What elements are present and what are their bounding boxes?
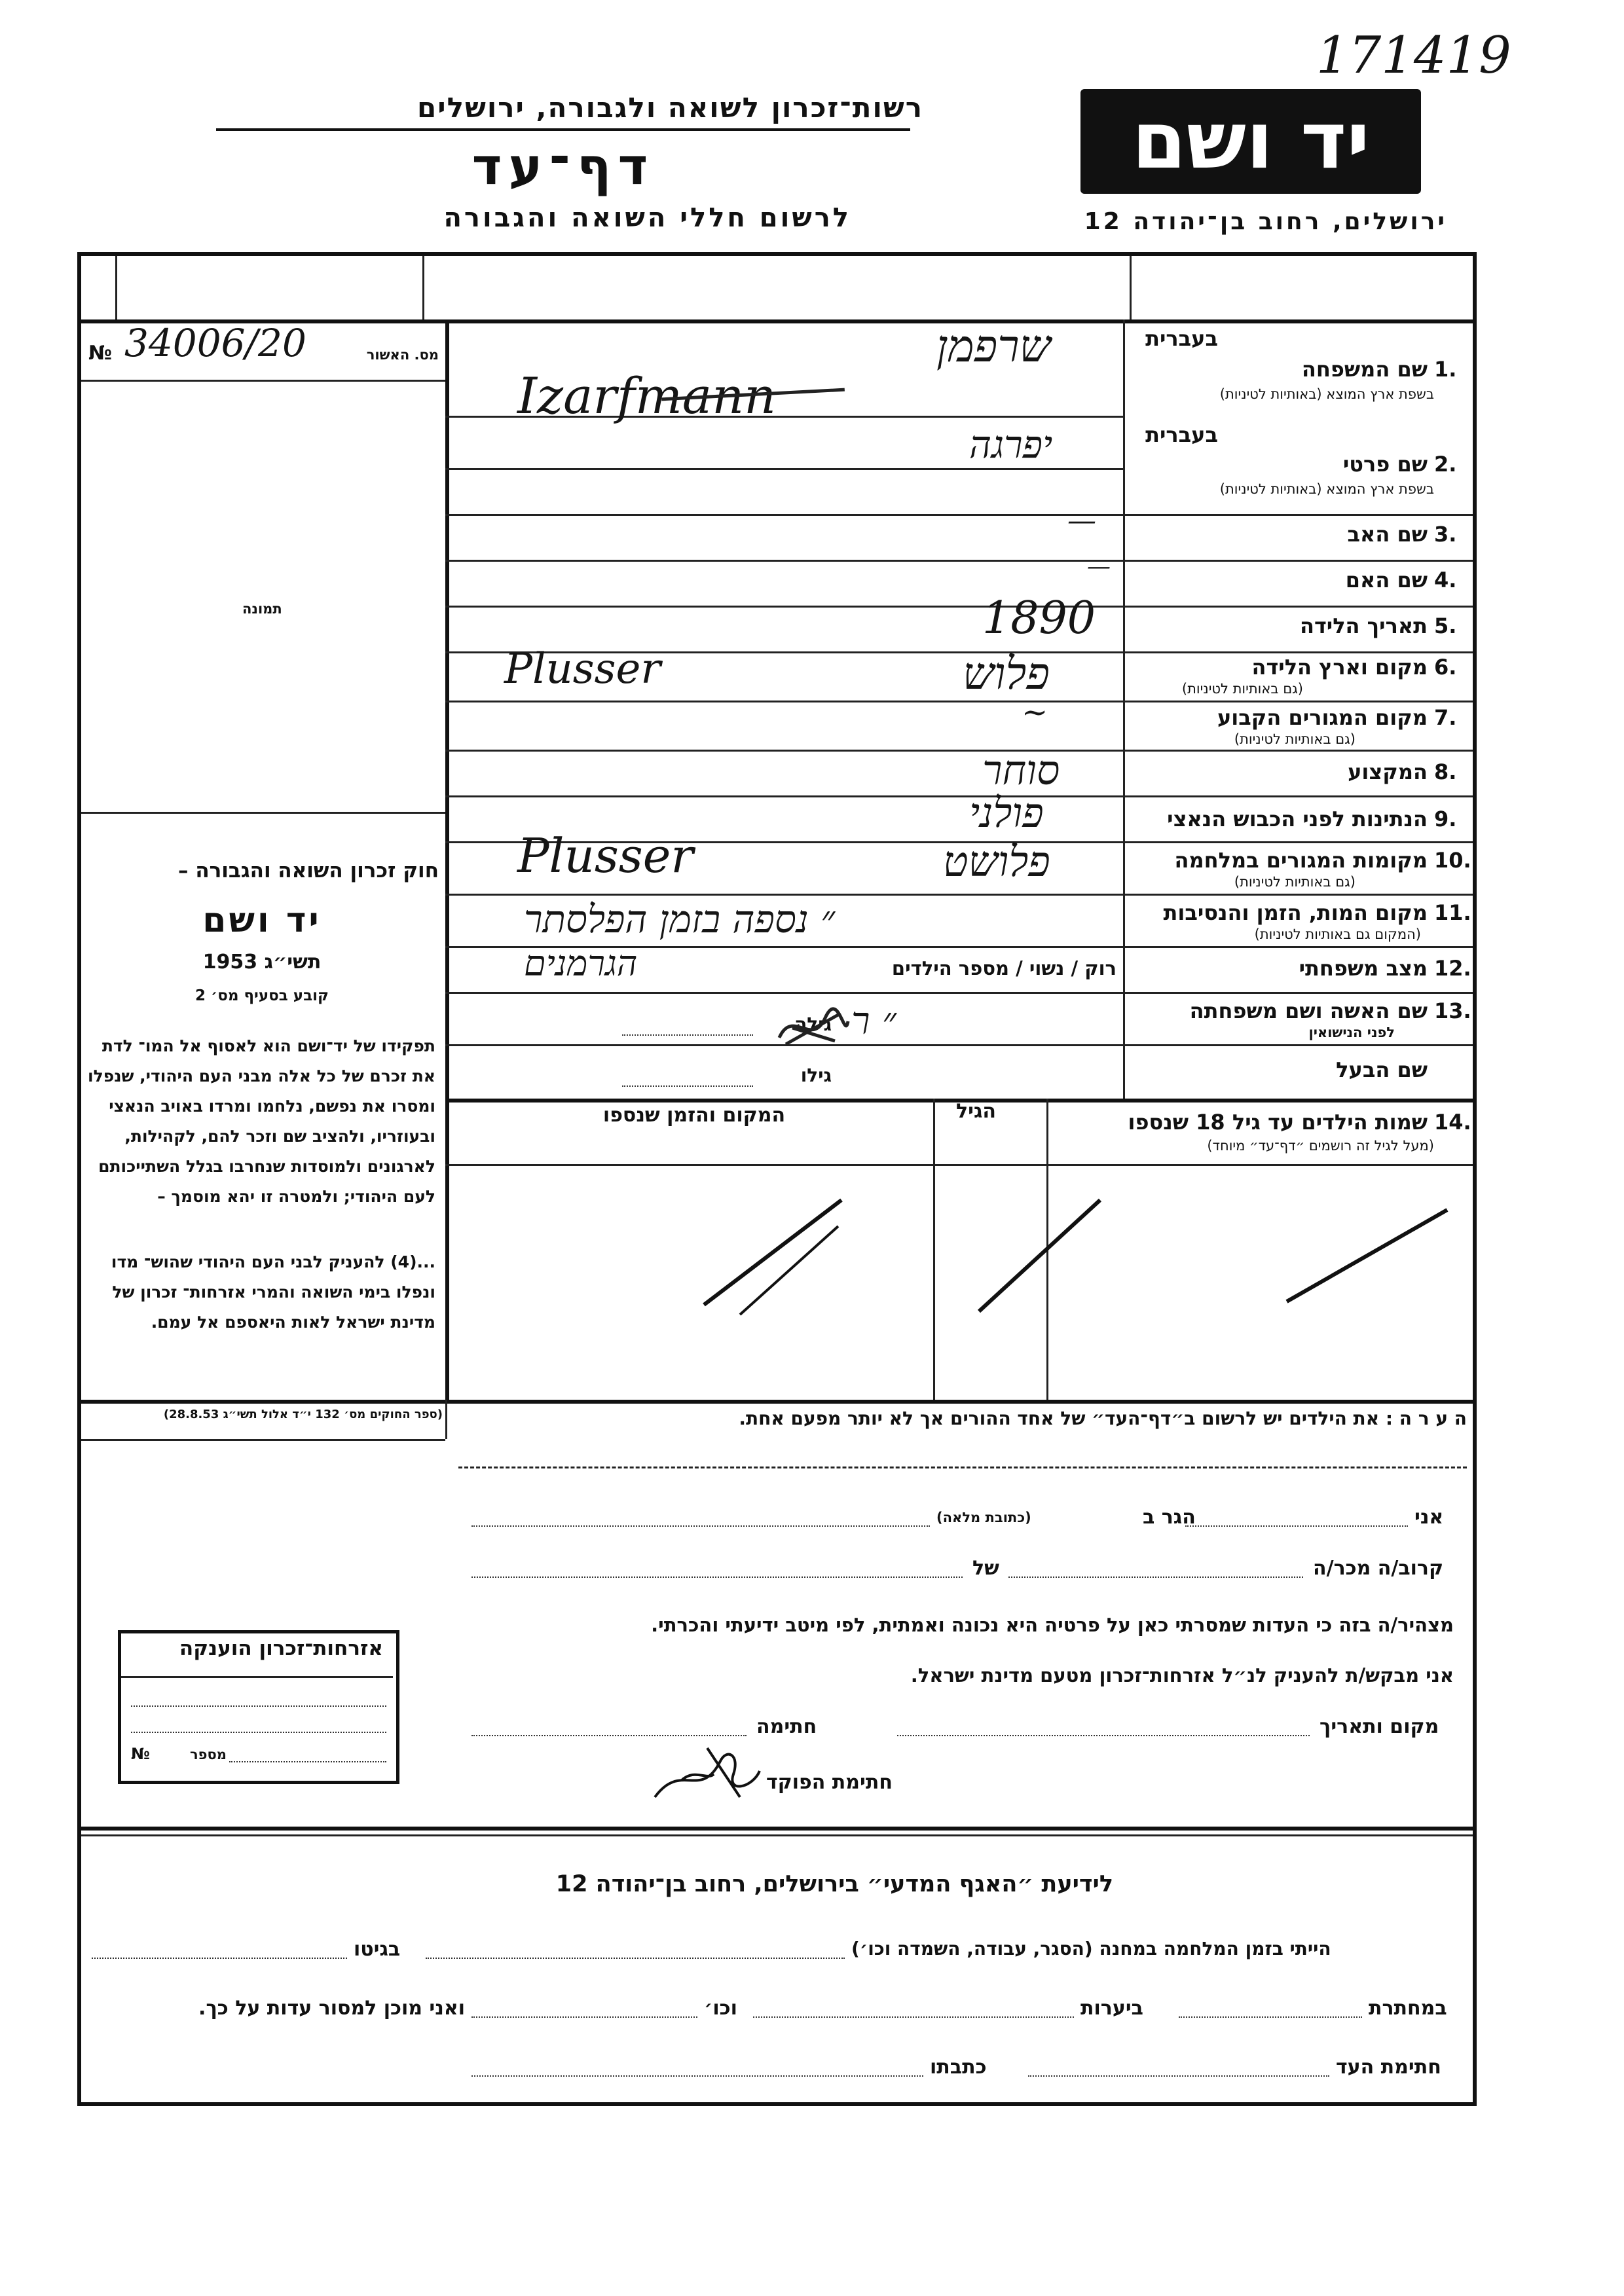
- field-6-num: 6.: [1434, 655, 1457, 680]
- etc-line: [471, 2016, 697, 2018]
- full-address-hint: (כתובת מלאה): [936, 1510, 1031, 1525]
- org-line: רשות־זכרון לשואה ולגבורה, ירושלים: [416, 92, 923, 124]
- field-13-num: 13.: [1434, 998, 1471, 1023]
- bottom-section-rule: [81, 1827, 1473, 1831]
- relative-label: קרוב/ה מכר/ה: [1313, 1557, 1444, 1580]
- field-1-label: שם המשפחה: [1301, 357, 1428, 382]
- relative-line: [1008, 1576, 1303, 1578]
- underground-line: [1179, 2016, 1362, 2018]
- wartime-residence-hebrew-value: פלושט: [943, 838, 1050, 886]
- field-6-note: (גם באותיות לטיניות): [1181, 681, 1303, 697]
- hebrew-label-2: בעברית: [1145, 422, 1218, 447]
- witness-address-label: כתבתו: [930, 2056, 987, 2079]
- row-line: [445, 992, 1473, 994]
- underground-label: במחתרת: [1369, 1997, 1447, 2020]
- birthplace-latin-value: Plusser: [504, 645, 661, 693]
- field-4-num: 4.: [1434, 568, 1457, 592]
- law-text-1: תפקידו של יד־ושם הוא לאסוף אל המו־ לדת את זכרם של כל אלה מבני העם היהודי, שנפלו ומסרו את נפשם, נלחמו ומרדו באויב הנאצי ובעוזריו, ולהציב שם וזכר להם, לקהילות, לארגונים ולמוסדות שנחרבו בגלל השתייכותם לעם היהודי; ולמטרה זו יהא מוסמך –: [88, 1036, 435, 1206]
- i-label: אני: [1414, 1506, 1444, 1529]
- officer-signature-mark: [642, 1735, 766, 1813]
- field-9-num: 9.: [1434, 807, 1457, 831]
- row-line: [445, 795, 1473, 797]
- officer-signature-label: חתימת הפוקד: [766, 1771, 893, 1794]
- top-strip-divider-c: [1130, 256, 1132, 319]
- citizenship-box-title: אזרחות־זכרון הוענקה: [179, 1637, 383, 1660]
- children-place-header: המקום והזמן שנספו: [602, 1104, 786, 1127]
- forests-label: ביערות: [1080, 1997, 1143, 2020]
- signature-label: חתימה: [756, 1715, 817, 1738]
- field-10-note: (גם באותיות לטיניות): [1234, 874, 1356, 890]
- header-rule: [216, 128, 910, 131]
- husband-label: שם הבעל: [1336, 1057, 1428, 1082]
- ghetto-line: [92, 1958, 347, 1959]
- field-7-note: (גם באותיות לטיניות): [1234, 731, 1356, 747]
- stamp-number: 171419: [1316, 26, 1511, 85]
- marital-options: רוק / נשוי / מספר הילדים: [891, 957, 1116, 979]
- row-line: [445, 1044, 1473, 1046]
- note-dashed-rule: [458, 1467, 1467, 1468]
- field-12-label: מצב משפחתי: [1299, 956, 1428, 981]
- row-line: [445, 701, 1473, 702]
- nationality-value: פולני: [969, 789, 1044, 837]
- approval-no-mark: №: [88, 342, 113, 365]
- field-10-num: 10.: [1434, 848, 1471, 873]
- field-11-num: 11.: [1434, 900, 1471, 925]
- children-strikeout: [445, 1164, 1473, 1400]
- birth-date-value: 1890: [982, 592, 1096, 644]
- hebrew-label-1: בעברית: [1145, 326, 1218, 351]
- row-line: [445, 894, 1473, 896]
- row-line: [445, 750, 1473, 752]
- ink-scribble: [773, 1002, 851, 1054]
- row-line: [445, 514, 1473, 516]
- field-9-label: הנתינות לפני הכבוש הנאצי: [1167, 807, 1428, 831]
- approval-number-value: 34006/20: [124, 321, 306, 365]
- note-top-rule: [81, 1400, 1473, 1404]
- field-7-num: 7.: [1434, 705, 1457, 730]
- field-1-num: 1.: [1434, 357, 1457, 382]
- surname-hebrew-value: שרפמן: [936, 321, 1051, 373]
- field-2-num: 2.: [1434, 452, 1457, 477]
- citizenship-number-line: [229, 1761, 386, 1762]
- law-year: תשי״ג 1953: [202, 951, 322, 974]
- wife-age-line: [622, 1034, 753, 1036]
- bottom-heading: לידיעת ״האגף המדעי״ בירושלים, רחוב בן־יהודה 12: [555, 1871, 1113, 1897]
- field-13-label: שם האשה ושם משפחתה: [1189, 998, 1428, 1023]
- husband-age-line: [622, 1085, 753, 1087]
- field-1-note: בשפת ארץ המוצא (באותיות לטיניות): [1219, 386, 1434, 402]
- firstname-hebrew-value: יפרגה: [969, 422, 1053, 467]
- etc-label: וכו׳: [704, 1997, 737, 2020]
- citizenship-line-2: [131, 1732, 386, 1733]
- children-num: 14.: [1434, 1110, 1471, 1135]
- wife-value: ״ ר: [851, 998, 896, 1043]
- form-title: דף־עד: [471, 137, 655, 196]
- residence-value: ~: [1022, 694, 1048, 731]
- field-6-label: מקום וארץ הלידה: [1251, 655, 1428, 680]
- note-divider: [445, 1400, 447, 1439]
- place-date-label: מקום ותאריך: [1320, 1715, 1439, 1738]
- top-strip-divider-a: [115, 256, 117, 319]
- field-8-label: המקצוע: [1348, 759, 1428, 784]
- of-line: [471, 1576, 963, 1578]
- marital-value: הגרמנים: [524, 943, 638, 984]
- bottom-section-rule-thin: [81, 1834, 1473, 1836]
- ghetto-label: בגיטו: [354, 1938, 401, 1961]
- declaration-statement: מצהיר/ה בזה כי העדות שמסרתי כאן על פרטיה היא נכונה ואמתית, לפי מיטב ידיעתי והכרתי.: [651, 1614, 1454, 1636]
- field-7-label: מקום המגורים הקבוע: [1217, 705, 1428, 730]
- yad-vashem-logo: [1080, 89, 1421, 194]
- field-5-label: תאריך הלידה: [1299, 613, 1428, 638]
- field-3-label: שם האב: [1347, 522, 1428, 547]
- field-11-note: (המקום גם באותיות לטיניות): [1254, 926, 1421, 942]
- husband-age-label: גילו: [800, 1065, 832, 1086]
- name-line: [1185, 1525, 1408, 1527]
- field-2-label: שם פרטי: [1342, 452, 1428, 477]
- declaration-request: אני מבקש/ת להעניק לנ״ל אזרחות־זכרון מטעם מדינת ישראל.: [910, 1664, 1454, 1686]
- field-8-num: 8.: [1434, 759, 1457, 784]
- photo-label: תמונה: [242, 601, 282, 617]
- law-text-2: ...(4) להעניק לבני העם היהודי שהוש־ מדו ונפלו בימי השואה והמרי אזרחות־ זכרון של מדינת ישראל לאות היאספם אל עמם.: [111, 1252, 435, 1332]
- law-citation: (ספר החוקים מס׳ 132 י״ד אלול תשי״ג 28.8.53): [163, 1408, 443, 1421]
- surname-latin-value: Izarfmann: [517, 367, 777, 425]
- field-4-label: שם האם: [1345, 568, 1428, 592]
- witness-address-line: [471, 2075, 923, 2077]
- header-address: ירושלים, רחוב בן־יהודה 12: [1084, 208, 1447, 235]
- label-column-divider: [1123, 319, 1125, 1099]
- law-name: יד ושם: [202, 901, 322, 940]
- field-13-note: לפני הנישואין: [1308, 1025, 1395, 1040]
- father-value: —: [1067, 504, 1096, 538]
- birthplace-hebrew-value: פלוש: [963, 648, 1050, 700]
- citizenship-no-mark: №: [131, 1745, 150, 1763]
- row-line: [445, 560, 1473, 562]
- children-note: (מעל לגיל זה רושמים ״דף־עד״ מיוחד): [1207, 1138, 1434, 1154]
- witness-signature-line: [1028, 2075, 1329, 2077]
- photo-bottom-rule: [81, 812, 445, 814]
- camp-line: [426, 1958, 845, 1959]
- of-label: של: [972, 1557, 999, 1580]
- citizenship-number-label: מספר: [190, 1747, 227, 1762]
- top-strip-divider-b: [422, 256, 424, 319]
- forests-line: [753, 2016, 1074, 2018]
- address-line: [471, 1525, 930, 1527]
- form-subtitle: לרשום חללי השואה והגבורה: [443, 203, 851, 233]
- field-11-label: מקום המות, הזמן והנסיבות: [1163, 900, 1428, 925]
- wife-age-label: גילה: [794, 1013, 832, 1035]
- approval-rule: [81, 380, 445, 382]
- row-line: [445, 468, 1123, 470]
- field-12-num: 12.: [1434, 956, 1471, 981]
- children-note-remark: ה ע ר ה : את הילדים יש לרשום ב״דף־העד״ של אחד ההורים אך לא יותר מפעם אחת.: [739, 1408, 1467, 1429]
- wartime-residence-latin-value: Plusser: [517, 828, 693, 883]
- children-label: שמות הילדים עד גיל 18 שנספו: [1128, 1110, 1428, 1135]
- approval-label: מס. האשור: [366, 347, 439, 363]
- resides-label: הגר ב: [1143, 1506, 1196, 1529]
- occupation-value: סוחר: [982, 746, 1060, 794]
- place-date-line: [897, 1735, 1310, 1736]
- citizenship-box-rule: [121, 1676, 393, 1678]
- witness-signature-label: חתימת העד: [1336, 2056, 1441, 2079]
- citizenship-line-1: [131, 1705, 386, 1707]
- willing-testify-label: ואני מוכן למסור עדות על כך.: [198, 1997, 465, 2020]
- field-2-note: בשפת ארץ המוצא (באותיות לטיניות): [1219, 481, 1434, 497]
- camp-label: הייתי בזמן המלחמה במחנה (הסגר, עבודה, השמדה וכו׳): [851, 1938, 1331, 1959]
- field-5-num: 5.: [1434, 613, 1457, 638]
- law-title: חוק זכרון השואה והגבורה –: [178, 859, 439, 883]
- logo-text: יד ושם: [1132, 96, 1370, 187]
- row-line: [445, 606, 1473, 608]
- children-age-header: הגיל: [956, 1100, 996, 1123]
- mother-value: —: [1087, 553, 1111, 580]
- note-left-rule: [81, 1439, 445, 1441]
- field-10-label: מקומות המגורים במלחמה: [1174, 848, 1428, 873]
- field-3-num: 3.: [1434, 522, 1457, 547]
- law-clause: קובע בסעיף מס׳ 2: [195, 987, 329, 1004]
- death-place-value: ״ נספה בזמן הפלסתר: [524, 897, 836, 941]
